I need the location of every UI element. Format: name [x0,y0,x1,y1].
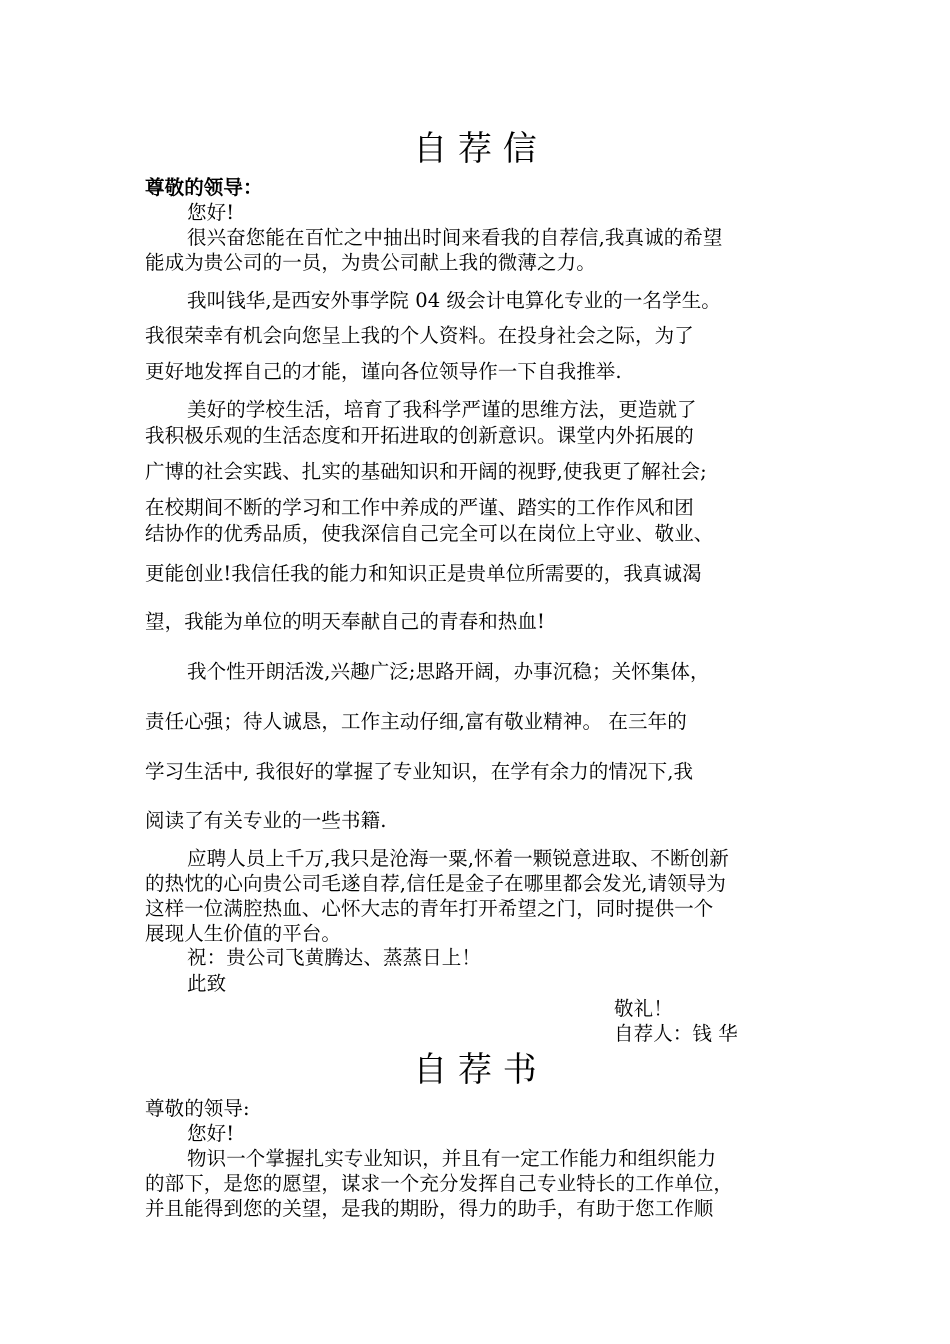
paragraph-line: 更能创业!我信任我的能力和知识正是贵单位所需要的，我真诚渴 [145,562,702,585]
paragraph-line: 更好地发挥自己的才能，谨向各位领导作一下自我推举. [145,360,622,383]
paragraph-line: 我积极乐观的生活态度和开拓进取的创新意识。课堂内外拓展的 [145,424,694,447]
paragraph-line: 并且能得到您的关望，是我的期盼，得力的助手，有助于您工作顺 [145,1197,714,1220]
paragraph-line: 应聘人员上千万,我只是沧海一粟,怀着一颗锐意进取、不断创新 [187,847,729,870]
paragraph-line: 这样一位满腔热血、心怀大志的青年打开希望之门，同时提供一个 [145,897,714,920]
paragraph-line: 的热忱的心向贵公司毛遂自荐,信任是金子在哪里都会发光,请领导为 [145,872,726,895]
paragraph-line: 我叫钱华,是西安外事学院 04 级会计电算化专业的一名学生。 [187,289,721,312]
paragraph-line: 阅读了有关专业的一些书籍. [145,809,387,832]
closing-wish: 祝：贵公司飞黄腾达、蒸蒸日上！ [187,946,482,969]
paragraph-line: 我个性开朗活泼,兴趣广泛;思路开阔，办事沉稳；关怀集体， [187,660,710,683]
paragraph-line: 在校期间不断的学习和工作中养成的严谨、踏实的工作作风和团 [145,496,694,519]
paragraph-line: 学习生活中, 我很好的掌握了专业知识，在学有余力的情况下,我 [145,760,694,783]
closing-jingli: 敬礼！ [614,997,673,1020]
letter1-title: 自 荐 信 [413,129,537,169]
paragraph-line: 的部下，是您的愿望，谋求一个充分发挥自己专业特长的工作单位， [145,1172,734,1195]
closing-cizhi: 此致 [187,972,227,995]
paragraph-line: 结协作的优秀品质，使我深信自己完全可以在岗位上守业、敬业、 [145,522,714,545]
paragraph-line: 我很荣幸有机会向您呈上我的个人资料。在投身社会之际，为了 [145,324,694,347]
letter2-greeting: 您好! [187,1122,235,1145]
paragraph-line: 广博的社会实践、扎实的基础知识和开阔的视野,使我更了解社会; [145,460,707,483]
letter1-greeting: 您好! [187,201,235,224]
letter1-salutation: 尊敬的领导： [145,176,263,199]
paragraph-line: 物识一个掌握扎实专业知识，并且有一定工作能力和组织能力 [187,1147,717,1170]
paragraph-line: 责任心强；待人诚恳，工作主动仔细,富有敬业精神。 在三年的 [145,710,687,733]
paragraph-line: 展现人生价值的平台。 [145,922,342,945]
letter2-salutation: 尊敬的领导: [145,1097,250,1120]
paragraph-line: 美好的学校生活，培育了我科学严谨的思维方法，更造就了 [187,398,697,421]
paragraph-line: 很兴奋您能在百忙之中抽出时间来看我的自荐信,我真诚的希望 [187,226,723,249]
letter2-title: 自 荐 书 [413,1050,537,1090]
paragraph-line: 能成为贵公司的一员，为贵公司献上我的微薄之力。 [145,251,596,274]
signature: 自荐人：钱 华 [614,1022,738,1045]
paragraph-line: 望，我能为单位的明天奉献自己的青春和热血! [145,610,545,633]
